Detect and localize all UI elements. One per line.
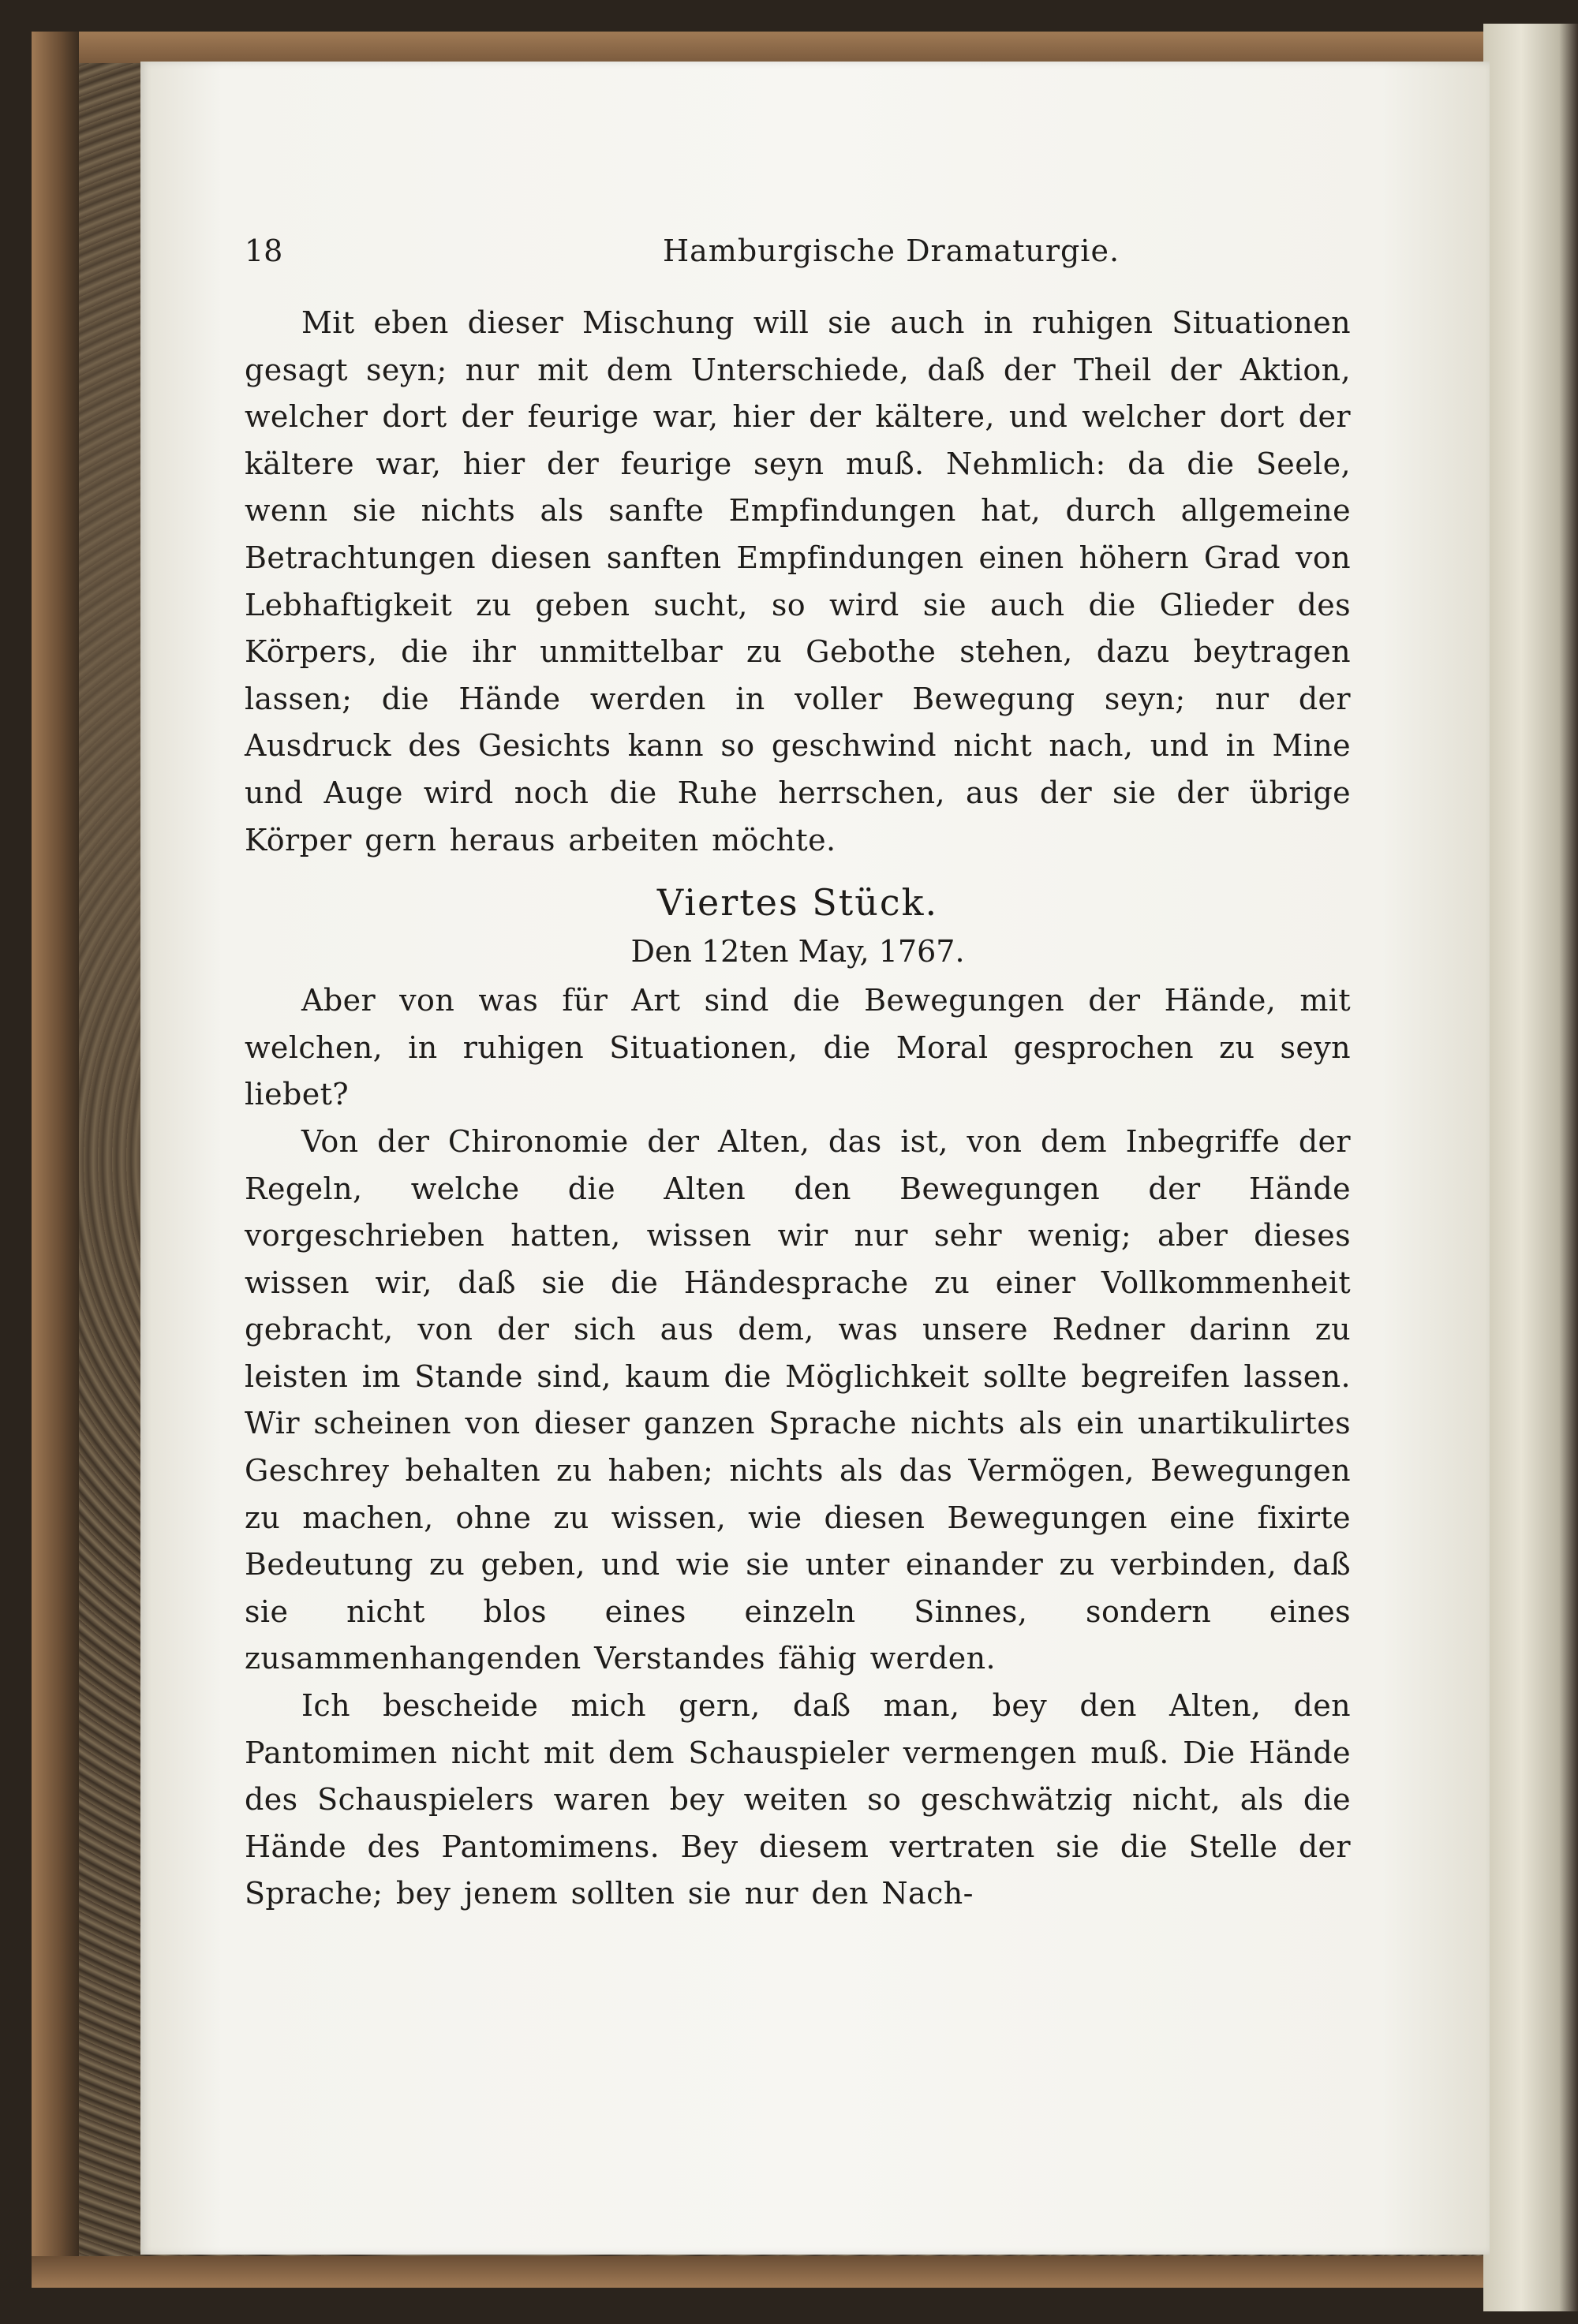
- paragraph: Aber von was für Art sind die Bewegungen der Hände, mit welchen, in ruhigen Situationen, die Moral gesprochen zu seyn liebet?: [245, 983, 1351, 1112]
- page-stack-edge: [1483, 24, 1578, 2311]
- cover-top-edge: [32, 32, 1531, 63]
- cover-bottom-edge: [32, 2256, 1531, 2288]
- running-title: Hamburgische Dramaturgie.: [663, 234, 1120, 268]
- section-dateline: Den 12ten May, 1767.: [630, 934, 965, 970]
- page-body: [245, 300, 1351, 1918]
- running-head: [245, 234, 1351, 273]
- cover-left-edge: [32, 32, 79, 2288]
- paragraph: Von der Chironomie der Alten, das ist, von dem Inbegriffe der Regeln, welche die Alten den Bewegungen der Hände vorgeschrieben hatten, wissen wir nur sehr wenig; aber dieses wissen wir, daß sie die Händesprache zu einer Vollkommenheit gebracht, von der sich aus dem, was unsere Redner darinn zu leisten im Stande sind, kaum die Möglichkeit sollte begreifen lassen. Wir scheinen von dieser ganzen Sprache nichts als ein unartikulirtes Geschrey behalten zu haben; nichts als das Vermögen, Bewegungen zu machen, ohne zu wissen, wie diesen Bewegungen eine fixirte Bedeutung zu geben, und wie sie unter einander zu verbinden, daß sie nicht blos eines einzeln Sinnes, sondern eines zusammenhangenden Verstandes fähig werden.: [245, 1123, 1351, 1676]
- paragraph: Mit eben dieser Mischung will sie auch in ruhigen Situationen gesagt seyn; nur mit dem Unterschiede, daß der Theil der Aktion, welcher dort der feurige war, hier der kältere, und welcher dort der kältere war, hier der feurige seyn muß. Nehmlich: da die Seele, wenn sie nichts als sanfte Empfindungen hat, durch allgemeine Betrachtungen diesen sanften Empfindungen einen höhern Grad von Lebhaftigkeit zu geben sucht, so wird sie auch die Glieder des Körpers, die ihr unmittelbar zu Gebothe stehen, dazu beytragen lassen; die Hände werden in voller Bewegung seyn; nur der Ausdruck des Gesichts kann so geschwind nicht nach, und in Mine und Auge wird noch die Ruhe herrschen, aus der sie der übrige Körper gern heraus arbeiten möchte.: [245, 305, 1351, 857]
- page-number: 18: [245, 234, 283, 268]
- section-title: Viertes Stück.: [656, 881, 939, 925]
- paragraph: Ich bescheide mich gern, daß man, bey den Alten, den Pantomimen nicht mit dem Schauspieler vermengen muß. Die Hände des Schauspielers waren bey weiten so geschwätzig nicht, als die Hände des Pantomimens. Bey diesem vertraten sie die Stelle der Sprache; bey jenem sollten sie nur den Nach-: [245, 1688, 1351, 1911]
